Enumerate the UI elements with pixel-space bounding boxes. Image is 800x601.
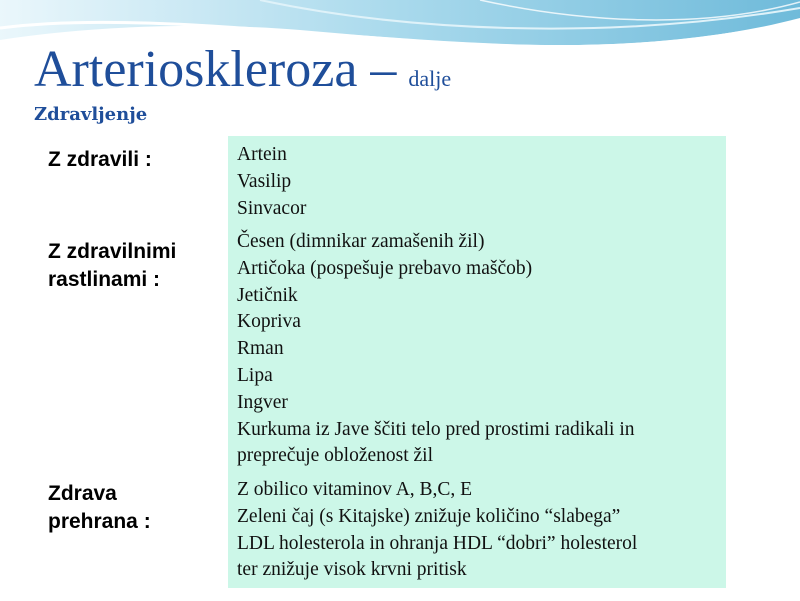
section-label-line: Z zdravilnimi [48, 240, 177, 263]
section-label-diet [48, 480, 151, 536]
section-label-herbs [48, 238, 176, 294]
list-item: Zeleni čaj (s Kitajske) znižuje količino “slabega” [237, 505, 621, 527]
section-list-herbs [237, 229, 634, 470]
list-item: Rman [237, 338, 284, 360]
section-list-diet [237, 477, 637, 584]
list-item: Jetičnik [237, 284, 298, 306]
list-item: LDL holesterola in ohranja HDL “dobri” holesterol [237, 532, 638, 554]
list-item: Kurkuma iz Jave ščiti telo pred prostimi radikali in [237, 418, 635, 440]
section-label-line: prehrana : [48, 510, 151, 533]
list-item: Z obilico vitaminov A, B,C, E [237, 479, 473, 500]
slide-subtitle: Zdravljenje [34, 104, 148, 125]
list-item: ter znižuje visok krvni pritisk [237, 559, 467, 581]
section-list-drugs [237, 142, 306, 222]
list-item: Ingver [237, 391, 288, 413]
section-label-drugs [48, 146, 152, 174]
list-item: Artein [237, 144, 287, 165]
slide-title [34, 40, 451, 99]
title-main-text: Arterioskleroza – [34, 41, 397, 98]
list-item: Sinvacor [237, 197, 307, 219]
list-item: Lipa [237, 364, 273, 386]
list-item: preprečuje obloženost žil [237, 445, 433, 467]
section-label-line: Z zdravili : [48, 148, 152, 171]
section-label-line: rastlinami : [48, 268, 161, 291]
title-suffix-text: dalje [408, 66, 452, 91]
list-item: Kopriva [237, 311, 301, 333]
list-item: Česen (dimnikar zamašenih žil) [237, 231, 485, 252]
section-label-line: Zdrava [48, 482, 117, 505]
list-item: Vasilip [237, 170, 292, 192]
list-item: Artičoka (pospešuje prebavo maščob) [237, 257, 533, 279]
